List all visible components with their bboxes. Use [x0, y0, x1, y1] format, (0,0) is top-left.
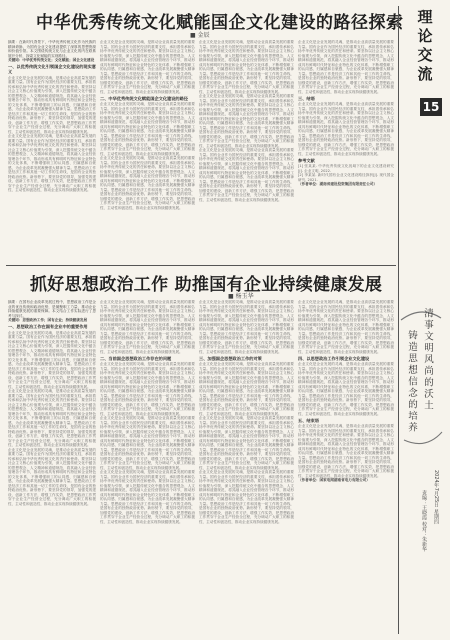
article1-paragraph: 企业文化是企业发展的灵魂，是推动企业高质量发展的重要力量。国有企业作为国民经济的重要支柱，承担着传承和弘扬中华优秀传统文化的责任和使命。要坚持以社会主义核心价值观为引领，深入挖掘传统文化中蕴含的思想观念、人文精神和道德规范，将其融入企业经营管理各个环节，推动形成具有鲜明时代特征和企业特色的文化体系，不断增强职工的认同感、归属感和自豪感，为企业改革发展凝聚强大精神力量。思想政治工作是经济工作和其他一切工作的生命线，是国有企业的独特政治优势。新形势下，要坚持党的领导，加强党的建设，创新工作方法，增强工作实效，把思想政治工作贯穿于企业生产经营全过程，充分调动广大职工的积极性、主动性和创造性，推动企业实现持续健康发展。: [8, 134, 96, 193]
article2-paragraph: 企业文化是企业发展的灵魂，是推动企业高质量发展的重要力量。国有企业作为国民经济的重要支柱，承担着传承和弘扬中华优秀传统文化的责任和使命。要坚持以社会主义核心价值观为引领，深入挖掘传统文化中蕴含的思想观念、人文精神和道德规范，将其融入企业经营管理各个环节，推动形成具有鲜明时代特征和企业特色的文化体系，不断增强职工的认同感、归属感和自豪感，为企业改革发展凝聚强大精神力量。思想政治工作是经济工作和其他一切工作的生命线，是国有企业的独特政治优势。新形势下，要坚持党的领导，加强党的建设，创新工作方法，增强工作实效，把思想政治工作贯穿于企业生产经营全过程，充分调动广大职工的积极性、主动性和创造性，推动企业实现持续健康发展。: [100, 470, 195, 524]
page-meta: [405, 470, 445, 630]
article2-section3-heading: 三、加强国企思想政治工作的对策: [199, 355, 262, 361]
article1-paragraph: 企业文化是企业发展的灵魂，是推动企业高质量发展的重要力量。国有企业作为国民经济的重要支柱，承担着传承和弘扬中华优秀传统文化的责任和使命。要坚持以社会主义核心价值观为引领，深入挖掘传统文化中蕴含的思想观念、人文精神和道德规范，将其融入企业经营管理各个环节，推动形成具有鲜明时代特征和企业特色的文化体系，不断增强职工的认同感、归属感和自豪感，为企业改革发展凝聚强大精神力量。思想政治工作是经济工作和其他一切工作的生命线，是国有企业的独特政治优势。新形势下，要坚持党的领导，加强党的建设，创新工作方法，增强工作实效，把思想政治工作贯穿于企业生产经营全过程，充分调动广大职工的积极性、主动性和创造性，推动企业实现持续健康发展。: [100, 102, 195, 156]
article2-section1-heading: 一、思想政治工作在国有企业中的重要作用: [8, 324, 88, 329]
article1-paragraph: 企业文化是企业发展的灵魂，是推动企业高质量发展的重要力量。国有企业作为国民经济的重要支柱，承担着传承和弘扬中华优秀传统文化的责任和使命。要坚持以社会主义核心价值观为引领，深入挖掘传统文化中蕴含的思想观念、人文精神和道德规范，将其融入企业经营管理各个环节，推动形成具有鲜明时代特征和企业特色的文化体系，不断增强职工的认同感、归属感和自豪感，为企业改革发展凝聚强大精神力量。思想政治工作是经济工作和其他一切工作的生命线，是国有企业的独特政治优势。新形势下，要坚持党的领导，加强党的建设，创新工作方法，增强工作实效，把思想政治工作贯穿于企业生产经营全过程，充分调动广大职工的积极性、主动性和创造性，推动企业实现持续健康发展。: [8, 75, 96, 134]
article2-paragraph: 企业文化是企业发展的灵魂，是推动企业高质量发展的重要力量。国有企业作为国民经济的重要支柱，承担着传承和弘扬中华优秀传统文化的责任和使命。要坚持以社会主义核心价值观为引领，深入挖掘传统文化中蕴含的思想观念、人文精神和道德规范，将其融入企业经营管理各个环节，推动形成具有鲜明时代特征和企业特色的文化体系，不断增强职工的认同感、归属感和自豪感，为企业改革发展凝聚强大精神力量。思想政治工作是经济工作和其他一切工作的生命线，是国有企业的独特政治优势。新形势下，要坚持党的领导，加强党的建设，创新工作方法，增强工作实效，把思想政治工作贯穿于企业生产经营全过程，充分调动广大职工的积极性、主动性和创造性，推动企业实现持续健康发展。: [8, 447, 96, 506]
article2-paragraph: 企业文化是企业发展的灵魂，是推动企业高质量发展的重要力量。国有企业作为国民经济的重要支柱，承担着传承和弘扬中华优秀传统文化的责任和使命。要坚持以社会主义核心价值观为引领，深入挖掘传统文化中蕴含的思想观念、人文精神和道德规范，将其融入企业经营管理各个环节，推动形成具有鲜明时代特征和企业特色的文化体系，不断增强职工的认同感、归属感和自豪感，为企业改革发展凝聚强大精神力量。思想政治工作是经济工作和其他一切工作的生命线，是国有企业的独特政治优势。新形势下，要坚持党的领导，加强党的建设，创新工作方法，增强工作实效，把思想政治工作贯穿于企业生产经营全过程，充分调动广大职工的积极性、主动性和创造性，推动企业实现持续健康发展。: [199, 300, 294, 354]
article2-section2-heading: 二、当前国企思想政治工作存在的问题: [100, 355, 172, 361]
article1-author: ■ 金辰: [190, 32, 210, 39]
column-name-char: 流: [417, 65, 433, 83]
article1-section3-heading: 三、结语: [298, 95, 315, 101]
article2-paragraph: 企业文化是企业发展的灵魂，是推动企业高质量发展的重要力量。国有企业作为国民经济的重要支柱，承担着传承和弘扬中华优秀传统文化的责任和使命。要坚持以社会主义核心价值观为引领，深入挖掘传统文化中蕴含的思想观念、人文精神和道德规范，将其融入企业经营管理各个环节，推动形成具有鲜明时代特征和企业特色的文化体系，不断增强职工的认同感、归属感和自豪感，为企业改革发展凝聚强大精神力量。思想政治工作是经济工作和其他一切工作的生命线，是国有企业的独特政治优势。新形势下，要坚持党的领导，加强党的建设，创新工作方法，增强工作实效，把思想政治工作贯穿于企业生产经营全过程，充分调动广大职工的积极性、主动性和创造性，推动企业实现持续健康发展。: [100, 362, 195, 416]
calligraphy-line: 清事文明风尚的沃土: [422, 308, 433, 412]
article1-section2-heading: 二、中华优秀传统文化赋能国企文化建设的路径: [100, 95, 188, 101]
article2-paragraph: 企业文化是企业发展的灵魂，是推动企业高质量发展的重要力量。国有企业作为国民经济的重要支柱，承担着传承和弘扬中华优秀传统文化的责任和使命。要坚持以社会主义核心价值观为引领，深入挖掘传统文化中蕴含的思想观念、人文精神和道德规范，将其融入企业经营管理各个环节，推动形成具有鲜明时代特征和企业特色的文化体系，不断增强职工的认同感、归属感和自豪感，为企业改革发展凝聚强大精神力量。思想政治工作是经济工作和其他一切工作的生命线，是国有企业的独特政治优势。新形势下，要坚持党的领导，加强党的建设，创新工作方法，增强工作实效，把思想政治工作贯穿于企业生产经营全过程，充分调动广大职工的积极性、主动性和创造性，推动企业实现持续健康发展。: [199, 470, 294, 524]
article2-col-3: [199, 300, 294, 632]
column-name-char: 论: [417, 27, 433, 45]
article2-paragraph: 企业文化是企业发展的灵魂，是推动企业高质量发展的重要力量。国有企业作为国民经济的重要支柱，承担着传承和弘扬中华优秀传统文化的责任和使命。要坚持以社会主义核心价值观为引领，深入挖掘传统文化中蕴含的思想观念、人文精神和道德规范，将其融入企业经营管理各个环节，推动形成具有鲜明时代特征和企业特色的文化体系，不断增强职工的认同感、归属感和自豪感，为企业改革发展凝聚强大精神力量。思想政治工作是经济工作和其他一切工作的生命线，是国有企业的独特政治优势。新形势下，要坚持党的领导，加强党的建设，创新工作方法，增强工作实效，把思想政治工作贯穿于企业生产经营全过程，充分调动广大职工的积极性、主动性和创造性，推动企业实现持续健康发展。: [8, 330, 96, 389]
article2-col-4: [298, 300, 394, 632]
article2-col-2: [100, 300, 195, 632]
article1-paragraph: 企业文化是企业发展的灵魂，是推动企业高质量发展的重要力量。国有企业作为国民经济的重要支柱，承担着传承和弘扬中华优秀传统文化的责任和使命。要坚持以社会主义核心价值观为引领，深入挖掘传统文化中蕴含的思想观念、人文精神和道德规范，将其融入企业经营管理各个环节，推动形成具有鲜明时代特征和企业特色的文化体系，不断增强职工的认同感、归属感和自豪感，为企业改革发展凝聚强大精神力量。思想政治工作是经济工作和其他一切工作的生命线，是国有企业的独特政治优势。新形势下，要坚持党的领导，加强党的建设，创新工作方法，增强工作实效，把思想政治工作贯穿于企业生产经营全过程，充分调动广大职工的积极性、主动性和创造性，推动企业实现持续健康发展。: [100, 156, 195, 210]
decorative-calligraphy: [396, 300, 446, 450]
article1-reference: [2] 李某某. 新时代国有企业文化建设路径探析[J]. 现代国企研究, 2021.: [298, 173, 394, 182]
article1-paragraph: 企业文化是企业发展的灵魂，是推动企业高质量发展的重要力量。国有企业作为国民经济的重要支柱，承担着传承和弘扬中华优秀传统文化的责任和使命。要坚持以社会主义核心价值观为引领，深入挖掘传统文化中蕴含的思想观念、人文精神和道德规范，将其融入企业经营管理各个环节，推动形成具有鲜明时代特征和企业特色的文化体系，不断增强职工的认同感、归属感和自豪感，为企业改革发展凝聚强大精神力量。思想政治工作是经济工作和其他一切工作的生命线，是国有企业的独特政治优势。新形势下，要坚持党的领导，加强党的建设，创新工作方法，增强工作实效，把思想政治工作贯穿于企业生产经营全过程，充分调动广大职工的积极性、主动性和创造性，推动企业实现持续健康发展。: [199, 148, 294, 202]
article2-paragraph: 企业文化是企业发展的灵魂，是推动企业高质量发展的重要力量。国有企业作为国民经济的重要支柱，承担着传承和弘扬中华优秀传统文化的责任和使命。要坚持以社会主义核心价值观为引领，深入挖掘传统文化中蕴含的思想观念、人文精神和道德规范，将其融入企业经营管理各个环节，推动形成具有鲜明时代特征和企业特色的文化体系，不断增强职工的认同感、归属感和自豪感，为企业改革发展凝聚强大精神力量。思想政治工作是经济工作和其他一切工作的生命线，是国有企业的独特政治优势。新形势下，要坚持党的领导，加强党的建设，创新工作方法，增强工作实效，把思想政治工作贯穿于企业生产经营全过程，充分调动广大职工的积极性、主动性和创造性，推动企业实现持续健康发展。: [100, 416, 195, 470]
column-name-char: 理: [417, 8, 433, 26]
column-name-char: 交: [417, 46, 433, 64]
article1-col-3: [199, 40, 294, 262]
article1-abstract: 摘要：在新时代背景下，中华优秀传统文化作为民族的精神命脉，为国有企业文化建设提供了深厚的思想资源和价值引领。本文围绕传统文化与企业文化的内在联系展开分析，探索文化赋能的实现路径。: [8, 40, 96, 58]
article2-title: 抓好思想政治工作 助推国有企业持续健康发展: [30, 275, 383, 295]
article1-paragraph: 企业文化是企业发展的灵魂，是推动企业高质量发展的重要力量。国有企业作为国民经济的重要支柱，承担着传承和弘扬中华优秀传统文化的责任和使命。要坚持以社会主义核心价值观为引领，深入挖掘传统文化中蕴含的思想观念、人文精神和道德规范，将其融入企业经营管理各个环节，推动形成具有鲜明时代特征和企业特色的文化体系，不断增强职工的认同感、归属感和自豪感，为企业改革发展凝聚强大精神力量。思想政治工作是经济工作和其他一切工作的生命线，是国有企业的独特政治优势。新形势下，要坚持党的领导，加强党的建设，创新工作方法，增强工作实效，把思想政治工作贯穿于企业生产经营全过程，充分调动广大职工的积极性、主动性和创造性，推动企业实现持续健康发展。: [298, 40, 394, 94]
article2-section5-heading: 五、结束语: [298, 417, 319, 423]
ink-brush-decoration: [396, 300, 446, 450]
article1-col-4: [298, 40, 394, 262]
column-name-block: [404, 8, 446, 83]
article2-paragraph: 企业文化是企业发展的灵魂，是推动企业高质量发展的重要力量。国有企业作为国民经济的重要支柱，承担着传承和弘扬中华优秀传统文化的责任和使命。要坚持以社会主义核心价值观为引领，深入挖掘传统文化中蕴含的思想观念、人文精神和道德规范，将其融入企业经营管理各个环节，推动形成具有鲜明时代特征和企业特色的文化体系，不断增强职工的认同感、归属感和自豪感，为企业改革发展凝聚强大精神力量。思想政治工作是经济工作和其他一切工作的生命线，是国有企业的独特政治优势。新形势下，要坚持党的领导，加强党的建设，创新工作方法，增强工作实效，把思想政治工作贯穿于企业生产经营全过程，充分调动广大职工的积极性、主动性和创造性，推动企业实现持续健康发展。: [100, 300, 195, 354]
article1-paragraph: 企业文化是企业发展的灵魂，是推动企业高质量发展的重要力量。国有企业作为国民经济的重要支柱，承担着传承和弘扬中华优秀传统文化的责任和使命。要坚持以社会主义核心价值观为引领，深入挖掘传统文化中蕴含的思想观念、人文精神和道德规范，将其融入企业经营管理各个环节，推动形成具有鲜明时代特征和企业特色的文化体系，不断增强职工的认同感、归属感和自豪感，为企业改革发展凝聚强大精神力量。思想政治工作是经济工作和其他一切工作的生命线，是国有企业的独特政治优势。新形势下，要坚持党的领导，加强党的建设，创新工作方法，增强工作实效，把思想政治工作贯穿于企业生产经营全过程，充分调动广大职工的积极性、主动性和创造性，推动企业实现持续健康发展。: [199, 94, 294, 148]
article1-keywords: 关键词：中华优秀传统文化；文化赋能；国企文化建设: [8, 58, 95, 62]
article1-paragraph: 企业文化是企业发展的灵魂，是推动企业高质量发展的重要力量。国有企业作为国民经济的重要支柱，承担着传承和弘扬中华优秀传统文化的责任和使命。要坚持以社会主义核心价值观为引领，深入挖掘传统文化中蕴含的思想观念、人文精神和道德规范，将其融入企业经营管理各个环节，推动形成具有鲜明时代特征和企业特色的文化体系，不断增强职工的认同感、归属感和自豪感，为企业改革发展凝聚强大精神力量。思想政治工作是经济工作和其他一切工作的生命线，是国有企业的独特政治优势。新形势下，要坚持党的领导，加强党的建设，创新工作方法，增强工作实效，把思想政治工作贯穿于企业生产经营全过程，充分调动广大职工的积极性、主动性和创造性，推动企业实现持续健康发展。: [199, 40, 294, 94]
article2-author-unit: （作者单位：国家电网湖南省电力有限公司）: [298, 478, 370, 483]
article2-paragraph: 企业文化是企业发展的灵魂，是推动企业高质量发展的重要力量。国有企业作为国民经济的重要支柱，承担着传承和弘扬中华优秀传统文化的责任和使命。要坚持以社会主义核心价值观为引领，深入挖掘传统文化中蕴含的思想观念、人文精神和道德规范，将其融入企业经营管理各个环节，推动形成具有鲜明时代特征和企业特色的文化体系，不断增强职工的认同感、归属感和自豪感，为企业改革发展凝聚强大精神力量。思想政治工作是经济工作和其他一切工作的生命线，是国有企业的独特政治优势。新形势下，要坚持党的领导，加强党的建设，创新工作方法，增强工作实效，把思想政治工作贯穿于企业生产经营全过程，充分调动广大职工的积极性、主动性和创造性，推动企业实现持续健康发展。: [298, 300, 394, 354]
article1-paragraph: 企业文化是企业发展的灵魂，是推动企业高质量发展的重要力量。国有企业作为国民经济的重要支柱，承担着传承和弘扬中华优秀传统文化的责任和使命。要坚持以社会主义核心价值观为引领，深入挖掘传统文化中蕴含的思想观念、人文精神和道德规范，将其融入企业经营管理各个环节，推动形成具有鲜明时代特征和企业特色的文化体系，不断增强职工的认同感、归属感和自豪感，为企业改革发展凝聚强大精神力量。思想政治工作是经济工作和其他一切工作的生命线，是国有企业的独特政治优势。新形势下，要坚持党的领导，加强党的建设，创新工作方法，增强工作实效，把思想政治工作贯穿于企业生产经营全过程，充分调动广大职工的积极性、主动性和创造性，推动企业实现持续健康发展。: [298, 102, 394, 156]
article2-section4-heading: 四、以思想政治工作引领企业文化建设: [298, 355, 370, 361]
article-divider: [6, 265, 396, 266]
article1-paragraph: 企业文化是企业发展的灵魂，是推动企业高质量发展的重要力量。国有企业作为国民经济的重要支柱，承担着传承和弘扬中华优秀传统文化的责任和使命。要坚持以社会主义核心价值观为引领，深入挖掘传统文化中蕴含的思想观念、人文精神和道德规范，将其融入企业经营管理各个环节，推动形成具有鲜明时代特征和企业特色的文化体系，不断增强职工的认同感、归属感和自豪感，为企业改革发展凝聚强大精神力量。思想政治工作是经济工作和其他一切工作的生命线，是国有企业的独特政治优势。新形势下，要坚持党的领导，加强党的建设，创新工作方法，增强工作实效，把思想政治工作贯穿于企业生产经营全过程，充分调动广大职工的积极性、主动性和创造性，推动企业实现持续健康发展。: [100, 40, 195, 94]
article2-col-1: [8, 300, 96, 632]
article2-paragraph: 企业文化是企业发展的灵魂，是推动企业高质量发展的重要力量。国有企业作为国民经济的重要支柱，承担着传承和弘扬中华优秀传统文化的责任和使命。要坚持以社会主义核心价值观为引领，深入挖掘传统文化中蕴含的思想观念、人文精神和道德规范，将其融入企业经营管理各个环节，推动形成具有鲜明时代特征和企业特色的文化体系，不断增强职工的认同感、归属感和自豪感，为企业改革发展凝聚强大精神力量。思想政治工作是经济工作和其他一切工作的生命线，是国有企业的独特政治优势。新形势下，要坚持党的领导，加强党的建设，创新工作方法，增强工作实效，把思想政治工作贯穿于企业生产经营全过程，充分调动广大职工的积极性、主动性和创造性，推动企业实现持续健康发展。: [298, 424, 394, 478]
article2-abstract: 摘要：在国有企业改革发展过程中，思想政治工作是企业的优良传统和政治优势，是凝聚职工力量、推动企业持续健康发展的重要保障。本文结合工作实际进行了思考与探讨。: [8, 300, 96, 318]
editor-line: 责编：王晓霞 校对：朱新华: [421, 490, 427, 552]
article1-reference: [1] 张某某. 中华优秀传统文化视域下的企业文化建设研究[J]. 企业文明, 2022.: [298, 164, 394, 173]
article2-keywords: 关键词：思想政治工作；国有企业；持续健康发展: [8, 318, 88, 322]
article1-author-unit: （作者单位：湖南省建设投资集团有限责任公司）: [298, 182, 378, 187]
article1-section1-heading: 一、以优秀传统文化引领国企文化建设的现实意义: [8, 64, 96, 75]
column-name: [404, 8, 446, 84]
article2-paragraph: 企业文化是企业发展的灵魂，是推动企业高质量发展的重要力量。国有企业作为国民经济的重要支柱，承担着传承和弘扬中华优秀传统文化的责任和使命。要坚持以社会主义核心价值观为引领，深入挖掘传统文化中蕴含的思想观念、人文精神和道德规范，将其融入企业经营管理各个环节，推动形成具有鲜明时代特征和企业特色的文化体系，不断增强职工的认同感、归属感和自豪感，为企业改革发展凝聚强大精神力量。思想政治工作是经济工作和其他一切工作的生命线，是国有企业的独特政治优势。新形势下，要坚持党的领导，加强党的建设，创新工作方法，增强工作实效，把思想政治工作贯穿于企业生产经营全过程，充分调动广大职工的积极性、主动性和创造性，推动企业实现持续健康发展。: [298, 362, 394, 416]
article1-col-1: [8, 40, 96, 262]
calligraphy-line: 铸造思想信念的培养: [406, 330, 417, 434]
article1-col-2: [100, 40, 195, 262]
article2-paragraph: 企业文化是企业发展的灵魂，是推动企业高质量发展的重要力量。国有企业作为国民经济的重要支柱，承担着传承和弘扬中华优秀传统文化的责任和使命。要坚持以社会主义核心价值观为引领，深入挖掘传统文化中蕴含的思想观念、人文精神和道德规范，将其融入企业经营管理各个环节，推动形成具有鲜明时代特征和企业特色的文化体系，不断增强职工的认同感、归属感和自豪感，为企业改革发展凝聚强大精神力量。思想政治工作是经济工作和其他一切工作的生命线，是国有企业的独特政治优势。新形势下，要坚持党的领导，加强党的建设，创新工作方法，增强工作实效，把思想政治工作贯穿于企业生产经营全过程，充分调动广大职工的积极性、主动性和创造性，推动企业实现持续健康发展。: [199, 416, 294, 470]
article2-paragraph: 企业文化是企业发展的灵魂，是推动企业高质量发展的重要力量。国有企业作为国民经济的重要支柱，承担着传承和弘扬中华优秀传统文化的责任和使命。要坚持以社会主义核心价值观为引领，深入挖掘传统文化中蕴含的思想观念、人文精神和道德规范，将其融入企业经营管理各个环节，推动形成具有鲜明时代特征和企业特色的文化体系，不断增强职工的认同感、归属感和自豪感，为企业改革发展凝聚强大精神力量。思想政治工作是经济工作和其他一切工作的生命线，是国有企业的独特政治优势。新形势下，要坚持党的领导，加强党的建设，创新工作方法，增强工作实效，把思想政治工作贯穿于企业生产经营全过程，充分调动广大职工的积极性、主动性和创造性，推动企业实现持续健康发展。: [199, 362, 294, 416]
page-number: 15: [420, 98, 442, 116]
article2-author: ■ 杨玉华: [228, 293, 254, 300]
article1-references-heading: 参考文献: [298, 157, 315, 163]
date-line: 2024年7月25日 星期四: [433, 470, 439, 524]
article2-paragraph: 企业文化是企业发展的灵魂，是推动企业高质量发展的重要力量。国有企业作为国民经济的重要支柱，承担着传承和弘扬中华优秀传统文化的责任和使命。要坚持以社会主义核心价值观为引领，深入挖掘传统文化中蕴含的思想观念、人文精神和道德规范，将其融入企业经营管理各个环节，推动形成具有鲜明时代特征和企业特色的文化体系，不断增强职工的认同感、归属感和自豪感，为企业改革发展凝聚强大精神力量。思想政治工作是经济工作和其他一切工作的生命线，是国有企业的独特政治优势。新形势下，要坚持党的领导，加强党的建设，创新工作方法，增强工作实效，把思想政治工作贯穿于企业生产经营全过程，充分调动广大职工的积极性、主动性和创造性，推动企业实现持续健康发展。: [8, 389, 96, 448]
article1-title: 中华优秀传统文化赋能国企文化建设的路径探索: [36, 13, 404, 33]
